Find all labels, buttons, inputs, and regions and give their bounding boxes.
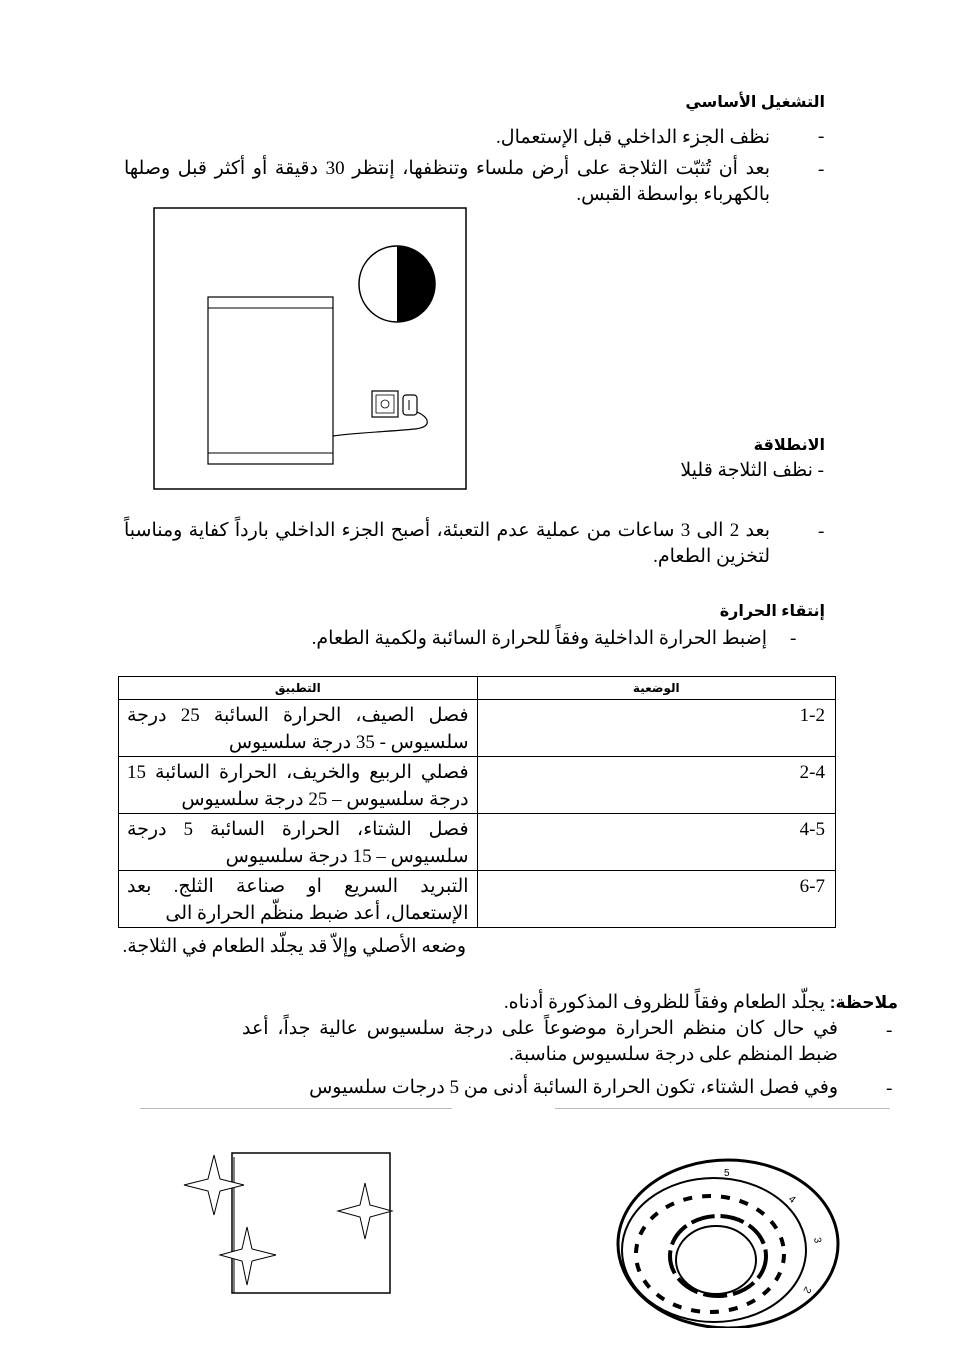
basic-operation-item-1: نظف الجزء الداخلي قبل الإستعمال. <box>496 127 770 148</box>
note-item-1: في حال كان منظم الحرارة موضوعاً على درجة سلسيوس عالية جداً، أعد ضبط المنظم على درجة سلسيوس مناسبة. <box>242 1018 838 1065</box>
table-row <box>119 814 836 871</box>
cell-application: فصلي الربيع والخريف، الحرارة السائبة 15 درجة سلسيوس – 25 درجة سلسيوس <box>119 757 478 814</box>
cell-application: التبريد السريع او صناعة الثلج. بعد الإستعمال، أعد ضبط منظّم الحرارة الى <box>119 871 478 928</box>
note-label: ملاحظة: <box>829 993 898 1012</box>
basic-operation-item-2: بعد أن تُثبّت الثلاجة على أرض ملساء وتنظفها، إنتظر 30 دقيقة أو أكثر قبل وصلها بالكهرباء بواسطة القبس. <box>124 158 770 205</box>
bullet-dash: - <box>818 521 825 542</box>
thermostat-dial-illustration <box>610 1158 842 1328</box>
thermostat-settings-table <box>118 676 836 928</box>
header-application: التطبيق <box>119 677 478 700</box>
bullet-dash: - <box>886 1078 893 1099</box>
dial-label: 2 <box>800 1284 813 1295</box>
bullet-dash: - <box>818 159 825 180</box>
table-row <box>119 700 836 757</box>
note-text: يجلّد الطعام وفقاً للظروف المذكورة أدناه. <box>503 992 826 1013</box>
cell-position: 2-4 <box>477 757 835 814</box>
cell-position: 1-2 <box>477 700 835 757</box>
header-position: الوضعية <box>477 677 835 700</box>
dial-label: 5 <box>724 1168 730 1179</box>
cell-application: فصل الصيف، الحرارة السائبة 25 درجة سلسيوس - 35 درجة سلسيوس <box>119 700 478 757</box>
section-title-temperature: إنتقاء الحرارة <box>719 603 825 620</box>
bullet-dash: - <box>818 126 825 147</box>
frost-fridge-illustration <box>180 1145 395 1295</box>
bullet-dash: - <box>886 1020 893 1041</box>
startup-item-1: - نظف الثلاجة قليلا <box>680 460 824 481</box>
divider-left <box>140 1108 452 1109</box>
cell-position: 4-5 <box>477 814 835 871</box>
note-item-2: وفي فصل الشتاء، تكون الحرارة السائبة أدنى من 5 درجات سلسيوس <box>309 1077 838 1098</box>
table-row <box>119 871 836 928</box>
divider-right <box>555 1108 890 1109</box>
dial-label: 3 <box>811 1236 823 1244</box>
section-title-basic-operation: التشغيل الأساسي <box>685 94 825 111</box>
cell-position: 6-7 <box>477 871 835 928</box>
table-continuation: وضعه الأصلي وإلاّ قد يجلّد الطعام في الثلاجة. <box>122 936 466 957</box>
fridge-plug-illustration <box>153 207 468 491</box>
startup-item-2: بعد 2 الى 3 ساعات من عملية عدم التعبئة، أصبح الجزء الداخلي بارداً كفاية ومناسباً لتخزين الطعام. <box>124 520 770 567</box>
temperature-instruction: إضبط الحرارة الداخلية وفقاً للحرارة السائبة ولكمية الطعام. <box>311 628 767 649</box>
bullet-dash: - <box>790 628 797 649</box>
cell-application: فصل الشتاء، الحرارة السائبة 5 درجة سلسيوس – 15 درجة سلسيوس <box>119 814 478 871</box>
section-title-startup: الانطلاقة <box>753 437 825 454</box>
note-line <box>504 990 898 1016</box>
table-row <box>119 757 836 814</box>
dial-label: 4 <box>786 1193 798 1206</box>
